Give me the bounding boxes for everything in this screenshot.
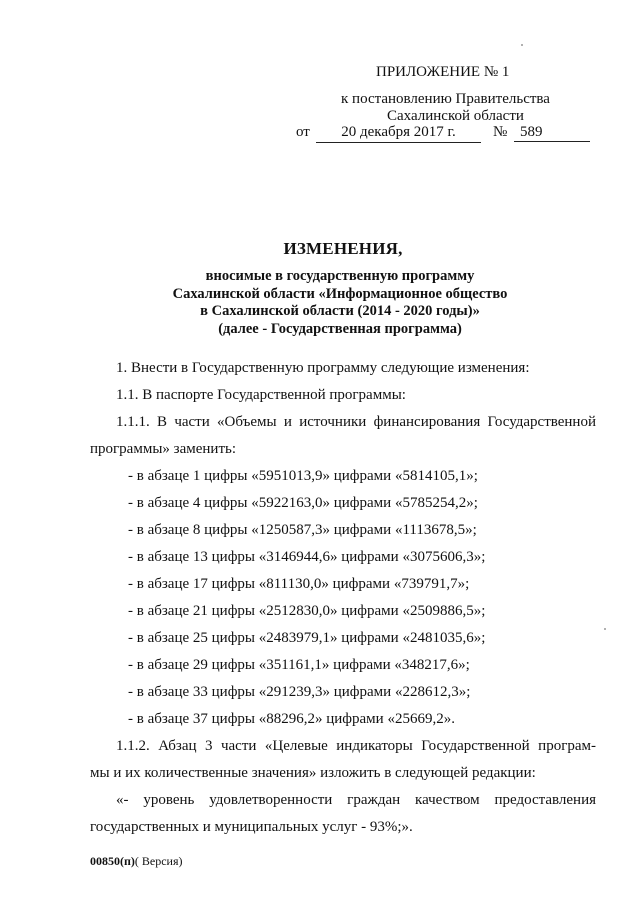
list-item: - в абзаце 13 цифры «3146944,6» цифрами «3075606,3»; [128, 549, 486, 565]
document-code: 00850(п) [90, 854, 135, 868]
appendix-line-resolution: к постановлению Правительства [341, 91, 550, 107]
list-item: - в абзаце 21 цифры «2512830,0» цифрами «2509886,5»; [128, 603, 486, 619]
scan-speck [521, 44, 523, 46]
heading-subtitle-3: в Сахалинской области (2014 - 2020 годы)» [200, 303, 480, 319]
document-heading [0, 238, 640, 338]
list-item: - в абзаце 25 цифры «2483979,1» цифрами «2481035,6»; [128, 630, 486, 646]
resolution-date: 20 декабря 2017 г. [316, 124, 481, 143]
paragraph-1-1-1-line1: 1.1.1. В части «Объемы и источники финансирования Государственной [116, 414, 596, 430]
scan-speck [604, 628, 606, 630]
appendix-title: ПРИЛОЖЕНИЕ № 1 [376, 64, 510, 80]
list-item: - в абзаце 29 цифры «351161,1» цифрами «348217,6»; [128, 657, 470, 673]
heading-subtitle-1: вносимые в государственную программу [205, 268, 475, 284]
paragraph-1-1-2-line2: мы и их количественные значения» изложить в следующей редакции: [90, 765, 536, 781]
paragraph-1-1-1-line2: программы» заменить: [90, 441, 237, 457]
list-item: - в абзаце 1 цифры «5951013,9» цифрами «5814105,1»; [128, 468, 478, 484]
paragraph-1-1: 1.1. В паспорте Государственной программы: [116, 387, 406, 403]
resolution-number: 589 [514, 124, 590, 142]
appendix-line-region: Сахалинской области [387, 108, 524, 124]
paragraph-1: 1. Внести в Государственную программу следующие изменения: [116, 360, 530, 376]
resolution-date-row [296, 124, 596, 144]
quote-line2: государственных и муниципальных услуг - 93%;». [90, 819, 413, 835]
list-item: - в абзаце 8 цифры «1250587,3» цифрами «1113678,5»; [128, 522, 477, 538]
list-item: - в абзаце 37 цифры «88296,2» цифрами «25669,2». [128, 711, 455, 727]
quote-line1: «- уровень удовлетворенности граждан качеством предоставления [116, 792, 596, 808]
from-label: от [296, 124, 310, 140]
heading-subtitle-2: Сахалинской области «Информационное общество [172, 285, 508, 302]
list-item: - в абзаце 17 цифры «811130,0» цифрами «739791,7»; [128, 576, 470, 592]
list-item: - в абзаце 33 цифры «291239,3» цифрами «228612,3»; [128, 684, 471, 700]
document-body [90, 355, 596, 841]
document-footer [90, 854, 183, 869]
number-label: № [493, 124, 508, 140]
document-version: ( Версия) [134, 854, 183, 868]
paragraph-1-1-2-line1: 1.1.2. Абзац 3 части «Целевые индикаторы Государственной програм- [116, 738, 596, 754]
list-item: - в абзаце 4 цифры «5922163,0» цифрами «5785254,2»; [128, 495, 478, 511]
heading-subtitle-4: (далее - Государственная программа) [218, 320, 462, 337]
heading-title: ИЗМЕНЕНИЯ, [283, 239, 403, 258]
